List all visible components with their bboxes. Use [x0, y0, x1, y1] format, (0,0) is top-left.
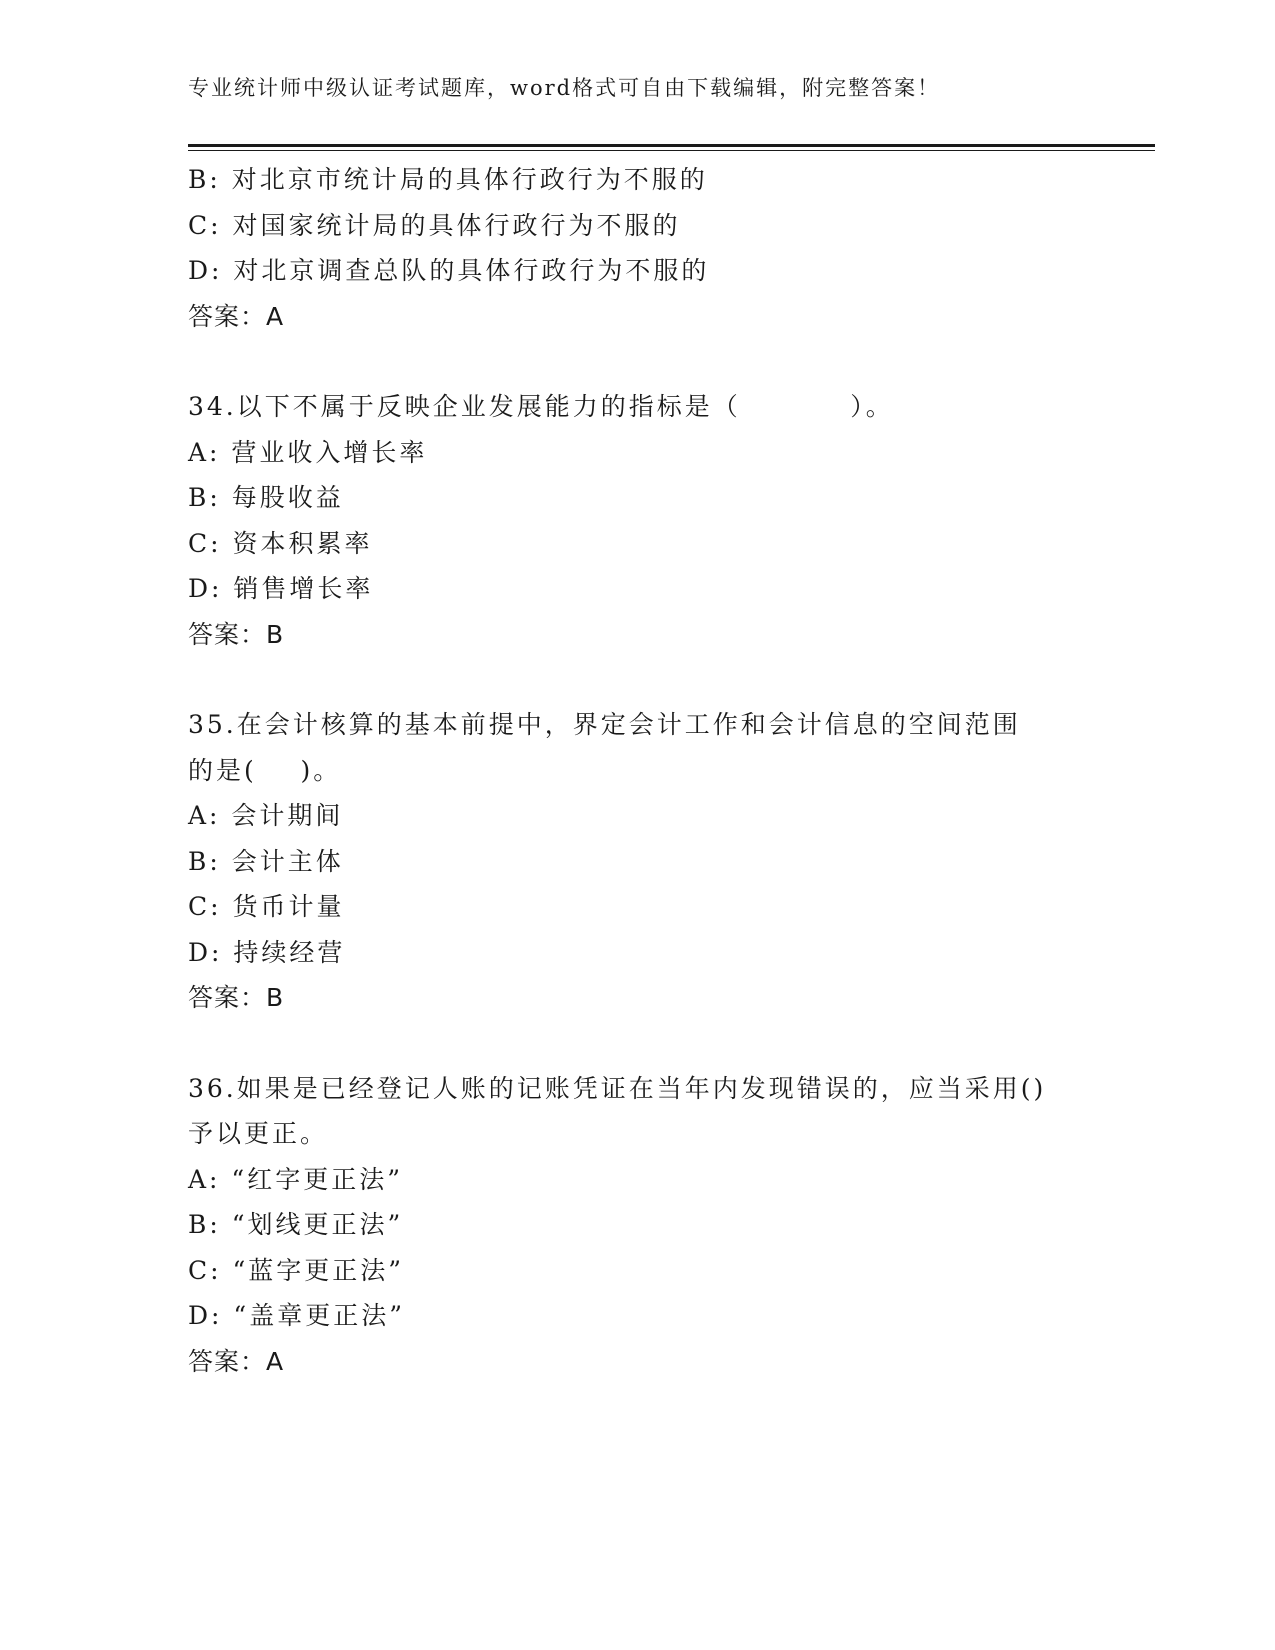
option-d: D: 持续经营	[188, 937, 346, 967]
option-d: D: 销售增长率	[188, 574, 374, 603]
answer: 答案：A	[188, 1346, 285, 1376]
option-c: C: 资本积累率	[188, 528, 373, 558]
option-b: B: 会计主体	[188, 846, 344, 876]
question-35-block	[188, 702, 1088, 1021]
spacer	[188, 339, 1088, 384]
question-content	[188, 157, 1088, 1384]
option-a: A: 营业收入增长率	[188, 437, 428, 467]
option-c: C: 对国家统计局的具体行政行为不服的	[188, 210, 681, 240]
header-rule-thick	[188, 144, 1155, 147]
option-c: C: “蓝字更正法”	[188, 1255, 405, 1285]
option-d: D: “盖章更正法”	[188, 1301, 405, 1330]
option-b: B: “划线更正法”	[188, 1210, 404, 1239]
option-a: A: “红字更正法”	[188, 1164, 403, 1194]
spacer	[188, 657, 1088, 702]
answer: 答案：B	[188, 983, 285, 1012]
question-stem: 34.以下不属于反映企业发展能力的指标是（ ）。	[188, 392, 894, 421]
question-36-block	[188, 1066, 1088, 1385]
question-stem: 35.在会计核算的基本前提中，界定会计工作和会计信息的空间范围的是( )。	[188, 710, 1021, 785]
spacer	[188, 1021, 1088, 1066]
answer: 答案：A	[188, 301, 285, 331]
option-c: C: 货币计量	[188, 892, 345, 921]
page-header: 专业统计师中级认证考试题库，word格式可自由下载编辑，附完整答案！	[188, 76, 941, 100]
question-stem: 36.如果是已经登记人账的记账凭证在当年内发现错误的，应当采用()予以更正。	[188, 1073, 1047, 1148]
option-b: B: 每股收益	[188, 483, 344, 512]
answer: 答案：B	[188, 619, 285, 649]
header-rule-thin	[188, 150, 1155, 151]
option-d: D: 对北京调查总队的具体行政行为不服的	[188, 256, 710, 285]
option-b: B: 对北京市统计局的具体行政行为不服的	[188, 165, 708, 194]
option-a: A: 会计期间	[188, 801, 344, 830]
question-34-block	[188, 384, 1088, 657]
prev-question-block	[188, 157, 1088, 339]
